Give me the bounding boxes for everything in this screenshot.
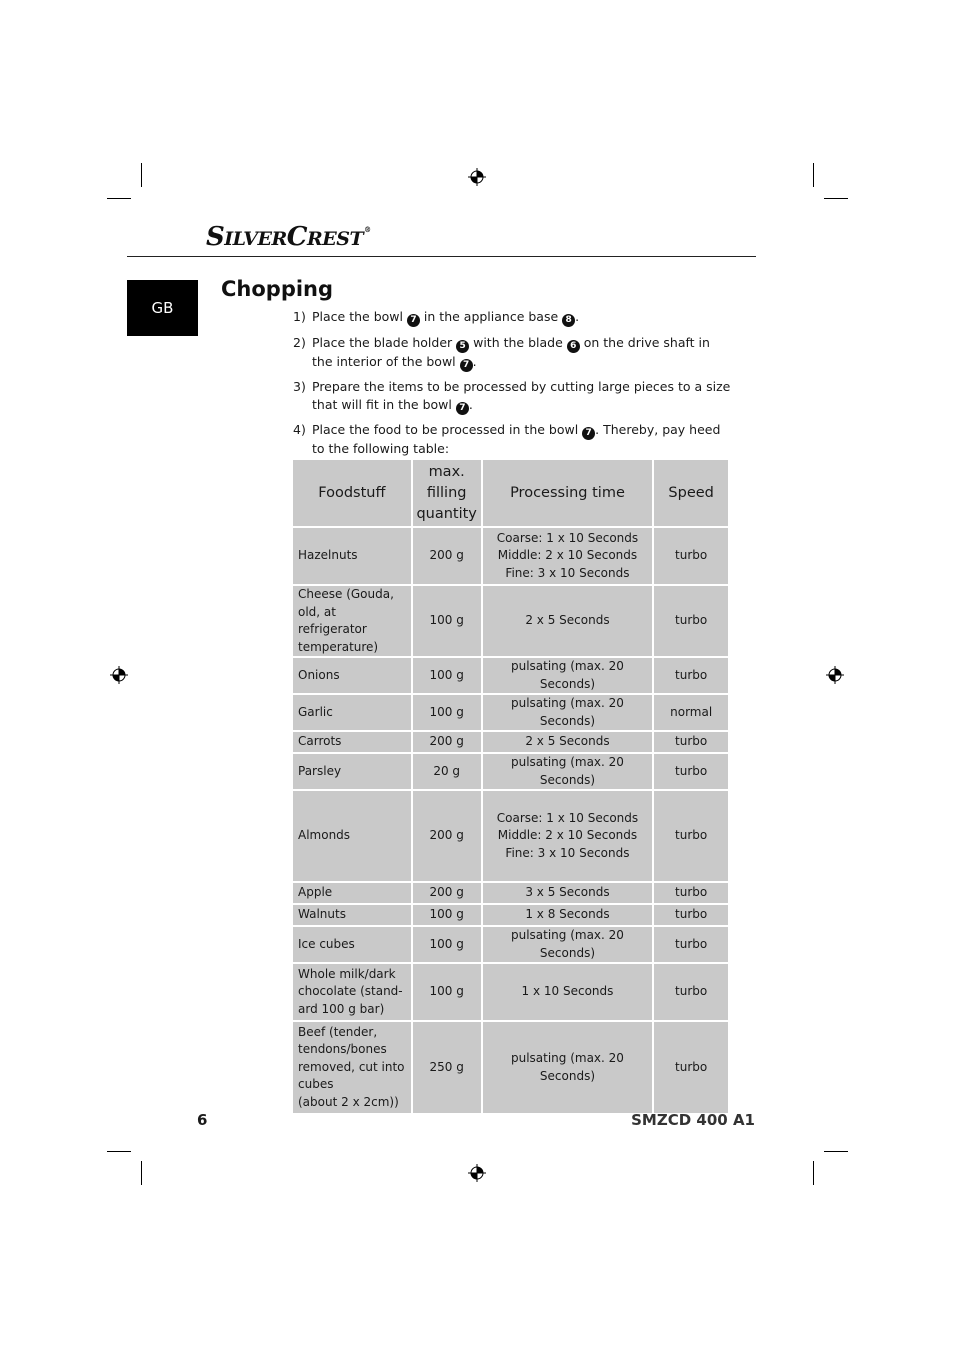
cell-quantity: 100 g xyxy=(412,904,482,926)
cell-foodstuff: Whole milk/dark chocolate (stand- ard 100 g bar) xyxy=(292,963,412,1021)
cell-foodstuff: Onions xyxy=(292,657,412,694)
cell-speed: turbo xyxy=(653,585,729,657)
header-speed: Speed xyxy=(653,459,729,527)
cell-processing-time: 1 x 10 Seconds xyxy=(482,963,654,1021)
cell-quantity: 200 g xyxy=(412,731,482,753)
cell-foodstuff: Cheese (Gouda, old, at refrigerator temperature) xyxy=(292,585,412,657)
cell-quantity: 200 g xyxy=(412,882,482,904)
list-item: 3) Prepare the items to be processed by cutting large pieces to a size that will fit in the bowl 7 . xyxy=(293,379,731,413)
list-item: 4) Place the food to be processed in the bowl 7 . Thereby, pay heed to the following table: xyxy=(293,422,721,456)
registration-mark-icon xyxy=(826,666,844,684)
cell-foodstuff: Apple xyxy=(292,882,412,904)
crop-mark xyxy=(141,163,142,187)
cell-foodstuff: Almonds xyxy=(292,790,412,882)
page-number: 6 xyxy=(197,1111,208,1129)
cell-foodstuff: Beef (tender, tendons/bones removed, cut into cubes (about 2 x 2cm)) xyxy=(292,1021,412,1114)
instruction-list xyxy=(293,308,733,464)
cell-processing-time: pulsating (max. 20 Seconds) xyxy=(482,657,654,694)
cell-foodstuff: Hazelnuts xyxy=(292,527,412,585)
list-item: 1) Place the bowl 7 in the appliance base 8 . xyxy=(293,309,580,325)
cell-speed: turbo xyxy=(653,527,729,585)
cell-processing-time: 1 x 8 Seconds xyxy=(482,904,654,926)
cell-processing-time: pulsating (max. 20 Seconds) xyxy=(482,926,654,963)
cell-quantity: 100 g xyxy=(412,694,482,731)
crop-mark xyxy=(107,198,131,199)
crop-mark xyxy=(813,1161,814,1185)
table-row xyxy=(292,882,729,904)
crop-mark xyxy=(813,163,814,187)
reference-number-badge: 7 xyxy=(407,314,420,327)
cell-speed: turbo xyxy=(653,904,729,926)
reference-number-badge: 7 xyxy=(582,427,595,440)
table-row xyxy=(292,926,729,963)
cell-foodstuff: Walnuts xyxy=(292,904,412,926)
cell-foodstuff: Ice cubes xyxy=(292,926,412,963)
cell-quantity: 200 g xyxy=(412,790,482,882)
header-divider xyxy=(127,256,756,257)
cell-processing-time: 2 x 5 Seconds xyxy=(482,585,654,657)
brand-logo: SILVERCREST® xyxy=(206,222,371,252)
crop-mark xyxy=(141,1161,142,1185)
crop-mark xyxy=(824,198,848,199)
cell-foodstuff: Garlic xyxy=(292,694,412,731)
table-row xyxy=(292,790,729,882)
crop-mark xyxy=(824,1151,848,1152)
cell-quantity: 100 g xyxy=(412,926,482,963)
table-row xyxy=(292,657,729,694)
table-row xyxy=(292,753,729,790)
cell-speed: turbo xyxy=(653,882,729,904)
cell-quantity: 250 g xyxy=(412,1021,482,1114)
cell-processing-time: 2 x 5 Seconds xyxy=(482,731,654,753)
page-title: Chopping xyxy=(221,277,334,301)
chopping-table xyxy=(291,458,730,1115)
list-item: 2) Place the blade holder 5 with the blade 6 on the drive shaft in the interior of the bowl 7 . xyxy=(293,334,710,370)
cell-speed: turbo xyxy=(653,657,729,694)
table-row xyxy=(292,731,729,753)
cell-foodstuff: Carrots xyxy=(292,731,412,753)
reference-number-badge: 8 xyxy=(562,314,575,327)
registration-mark-icon xyxy=(110,666,128,684)
header-quantity: max. filling quantity xyxy=(412,459,482,527)
language-tab: GB xyxy=(127,280,198,336)
cell-speed: turbo xyxy=(653,790,729,882)
cell-quantity: 100 g xyxy=(412,963,482,1021)
model-number: SMZCD 400 A1 xyxy=(631,1111,755,1129)
cell-speed: turbo xyxy=(653,731,729,753)
reference-number-badge: 6 xyxy=(567,340,580,353)
table-row xyxy=(292,527,729,585)
crop-mark xyxy=(107,1151,131,1152)
header-foodstuff: Foodstuff xyxy=(292,459,412,527)
cell-speed: turbo xyxy=(653,753,729,790)
cell-quantity: 20 g xyxy=(412,753,482,790)
table-row xyxy=(292,1021,729,1114)
registration-mark-icon xyxy=(468,1164,486,1182)
cell-processing-time: Coarse: 1 x 10 Seconds Middle: 2 x 10 Seconds Fine: 3 x 10 Seconds xyxy=(482,527,654,585)
cell-quantity: 200 g xyxy=(412,527,482,585)
registration-mark-icon xyxy=(468,168,486,186)
cell-speed: turbo xyxy=(653,926,729,963)
reference-number-badge: 7 xyxy=(460,359,473,372)
header-processing-time: Processing time xyxy=(482,459,654,527)
cell-quantity: 100 g xyxy=(412,657,482,694)
cell-processing-time: pulsating (max. 20 Seconds) xyxy=(482,694,654,731)
cell-foodstuff: Parsley xyxy=(292,753,412,790)
table-row xyxy=(292,963,729,1021)
table-row xyxy=(292,904,729,926)
cell-speed: turbo xyxy=(653,1021,729,1114)
reference-number-badge: 5 xyxy=(456,340,469,353)
table-header-row xyxy=(292,459,729,527)
cell-speed: turbo xyxy=(653,963,729,1021)
reference-number-badge: 7 xyxy=(456,402,469,415)
cell-processing-time: pulsating (max. 20 Seconds) xyxy=(482,1021,654,1114)
cell-speed: normal xyxy=(653,694,729,731)
cell-processing-time: pulsating (max. 20 Seconds) xyxy=(482,753,654,790)
cell-quantity: 100 g xyxy=(412,585,482,657)
cell-processing-time: 3 x 5 Seconds xyxy=(482,882,654,904)
table-row xyxy=(292,585,729,657)
cell-processing-time: Coarse: 1 x 10 Seconds Middle: 2 x 10 Seconds Fine: 3 x 10 Seconds xyxy=(482,790,654,882)
table-row xyxy=(292,694,729,731)
